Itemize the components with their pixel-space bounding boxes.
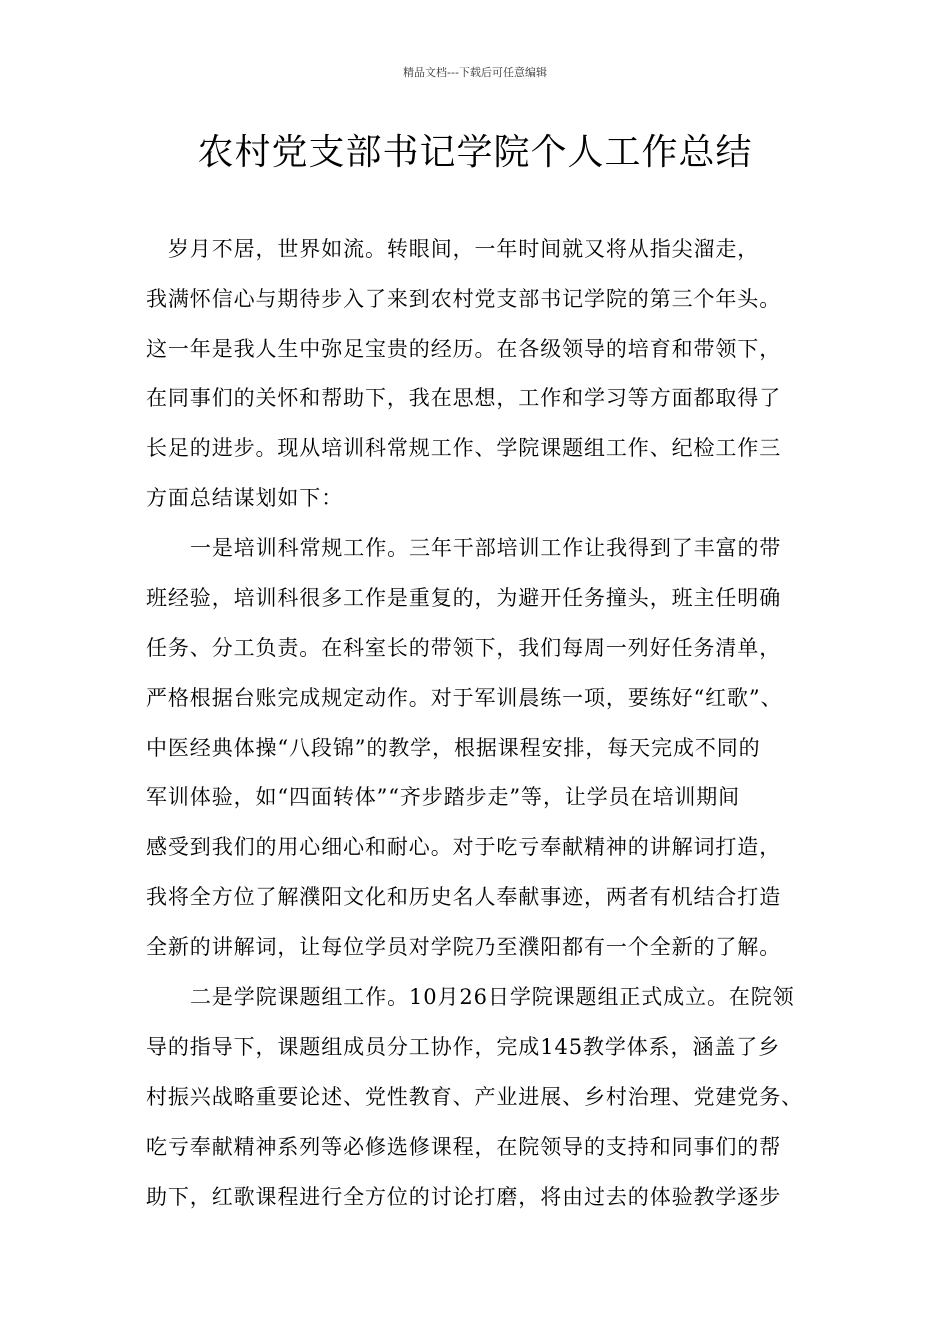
paragraph-line: 吃亏奉献精神系列等必修选修课程，在院领导的支持和同事们的帮	[146, 1135, 782, 1159]
paragraph-line: 全新的讲解词，让每位学员对学院乃至濮阳都有一个全新的了解。	[146, 935, 782, 959]
paragraph-line: 严格根据台账完成规定动作。对于军训晨练一项，要练好“红歌”、	[146, 686, 783, 710]
paragraph-line: 我将全方位了解濮阳文化和历史名人奉献事迹，两者有机结合打造	[146, 885, 782, 909]
document-title: 农村党支部书记学院个人工作总结	[197, 132, 753, 173]
paragraph-line: 方面总结谋划如下：	[146, 486, 344, 510]
paragraph-line: 班经验，培训科很多工作是重复的，为避开任务撞头，班主任明确	[146, 586, 782, 610]
paragraph-line: 村振兴战略重要论述、党性教育、产业进展、乡村治理、党建党务、	[146, 1085, 803, 1109]
paragraph-line: 助下，红歌课程进行全方位的讨论打磨，将由过去的体验教学逐步	[146, 1185, 782, 1209]
paragraph-line: 在同事们的关怀和帮助下，我在思想，工作和学习等方面都取得了	[146, 386, 782, 410]
paragraph-line: 这一年是我人生中弥足宝贵的经历。在各级领导的培育和带领下，	[146, 337, 782, 361]
paragraph-line: 长足的进步。现从培训科常规工作、学院课题组工作、纪检工作三	[146, 436, 782, 460]
paragraph-line: 我满怀信心与期待步入了来到农村党支部书记学院的第三个年头。	[146, 287, 782, 311]
paragraph-line: 任务、分工负责。在科室长的带领下，我们每周一列好任务清单，	[146, 636, 782, 660]
paragraph-line: 一是培训科常规工作。三年干部培训工作让我得到了丰富的带	[190, 536, 782, 560]
paragraph-line: 中医经典体操“八段锦”的教学，根据课程安排，每天完成不同的	[146, 736, 761, 760]
paragraph-line: 感受到我们的用心细心和耐心。对于吃亏奉献精神的讲解词打造，	[146, 835, 782, 859]
paragraph-line: 岁月不居，世界如流。转眼间，一年时间就又将从指尖溜走，	[146, 237, 760, 261]
paragraph-line: 二是学院课题组工作。10月26日学院课题组正式成立。在院领	[190, 985, 795, 1009]
header-note: 精品文档---下载后可任意编辑	[403, 66, 547, 79]
paragraph-line: 导的指导下，课题组成员分工协作，完成145教学体系，涵盖了乡	[146, 1035, 781, 1059]
paragraph-line: 军训体验，如“四面转体”“齐步踏步走”等，让学员在培训期间	[146, 785, 741, 809]
